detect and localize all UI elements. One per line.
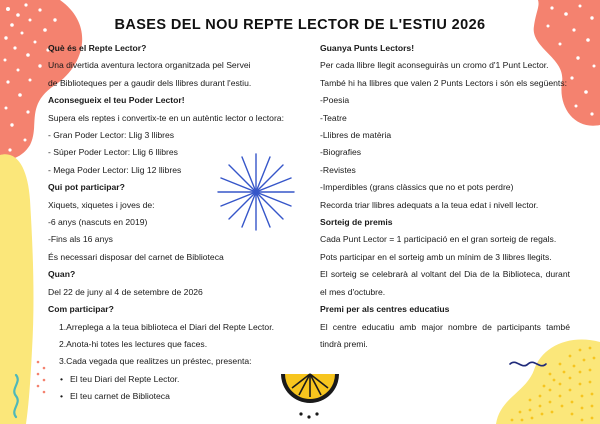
list-item: -Poesia — [320, 95, 350, 106]
list-item: -Biografies — [320, 147, 362, 158]
heading-reading-power: Aconsegueix el teu Poder Lector! — [48, 95, 185, 106]
heading-prize-draw: Sorteig de premis — [320, 217, 393, 228]
list-item: -Revistes — [320, 164, 356, 175]
paragraph: També hi ha llibres que valen 2 Punts Lectors i són els següents: — [320, 77, 567, 88]
right-column — [320, 40, 570, 353]
paragraph: El centre educatiu amb major nombre de participants també tindrà premi. — [320, 321, 570, 349]
paragraph-line: Xiquets, xiquetes i joves de: — [48, 199, 155, 210]
step-item: 3.Cada vegada que realitzes un préstec, presenta: — [59, 356, 252, 367]
paragraph-line: Cada Punt Lector = 1 participació en el gran sorteig de regals. — [320, 234, 557, 245]
page-title: BASES DEL NOU REPTE LECTOR DE L'ESTIU 2026 — [114, 17, 486, 33]
paragraph-line: Una divertida aventura lectora organitzada pel Servei — [48, 60, 251, 71]
paragraph-line: -Fins als 16 anys — [48, 234, 113, 245]
list-item: - Mega Poder Lector: Llig 12 llibres — [48, 164, 182, 175]
paragraph-line: Supera els reptes i convertix-te en un autèntic lector o lectora: — [48, 112, 284, 123]
paragraph-line: de Biblioteques per a gaudir dels llibres durant l'estiu. — [48, 77, 252, 88]
paragraph-line: -6 anys (nascuts en 2019) — [48, 217, 148, 228]
paragraph-line: Per cada llibre llegit aconseguiràs un cromo d'1 Punt Lector. — [320, 60, 549, 71]
bullet-item: • El teu carnet de Biblioteca — [48, 388, 280, 405]
paragraph-line: Del 22 de juny al 4 de setembre de 2026 — [48, 286, 203, 297]
heading-when: Quan? — [48, 269, 76, 280]
bullet-item: • El teu Diari del Repte Lector. — [48, 371, 280, 388]
list-item: -Imperdibles (grans clàssics que no et pots perdre) — [320, 182, 514, 193]
left-column — [48, 40, 284, 406]
paragraph-line: És necessari disposar del carnet de Biblioteca — [48, 251, 224, 262]
heading-school-prize: Premi per als centres educatius — [320, 304, 450, 315]
lemon-slice — [277, 370, 343, 424]
heading-who-can-participate: Qui pot participar? — [48, 182, 125, 193]
list-item: - Súper Poder Lector: Llig 6 llibres — [48, 147, 178, 158]
list-item: -Teatre — [320, 112, 347, 123]
heading-what-is: Què és el Repte Lector? — [48, 43, 147, 53]
paragraph-line: Pots participar en el sorteig amb un mínim de 3 llibres llegits. — [320, 251, 552, 262]
heading-how-to-participate: Com participar? — [48, 304, 114, 315]
list-item: -Llibres de matèria — [320, 130, 392, 141]
step-item: 2.Anota-hi totes les lectures que faces. — [59, 338, 208, 349]
paragraph-line: Recorda triar llibres adequats a la teua edat i nivell lector. — [320, 199, 539, 210]
paragraph: El sorteig se celebrarà al voltant del Dia de la Biblioteca, durant el mes d'octubre. — [320, 269, 570, 297]
heading-earn-points: Guanya Punts Lectors! — [320, 43, 415, 53]
step-item: 1.Arreplega a la teua biblioteca el Diari del Repte Lector. — [59, 321, 274, 332]
list-item: - Gran Poder Lector: Llig 3 llibres — [48, 130, 175, 141]
dotted-pattern — [37, 361, 46, 394]
